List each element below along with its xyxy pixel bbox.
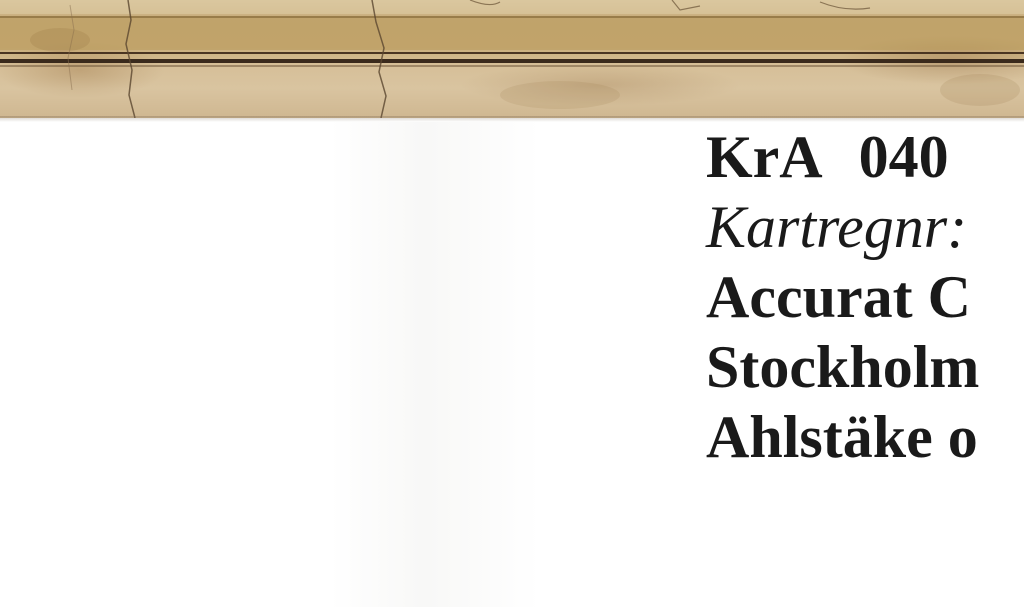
archive-reference-line — [706, 122, 1024, 192]
scanned-map-fragment — [0, 0, 1024, 118]
title-line-1: Accurat C — [706, 264, 971, 330]
register-number-label: Kartregnr: — [706, 194, 968, 260]
title-line-2: Stockholm — [706, 334, 980, 400]
title-line-3: Ahlstäke o — [706, 404, 978, 470]
map-border-graphic — [0, 0, 1024, 118]
archive-code: KrA — [706, 124, 823, 190]
archive-number: 040 — [858, 124, 949, 190]
catalogue-label — [706, 122, 1024, 472]
paper-seam — [330, 122, 540, 607]
